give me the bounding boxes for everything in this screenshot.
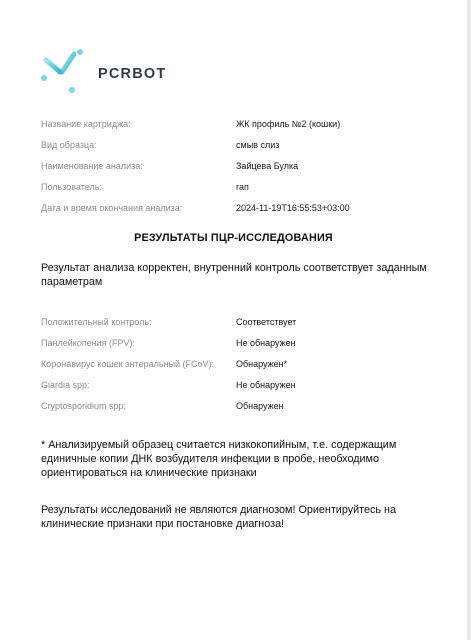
result-value: Не обнаружен [236, 380, 296, 390]
result-value: Обнаружен* [236, 359, 288, 369]
result-value: Обнаружен [236, 401, 284, 411]
info-value: Зайцева Булка [236, 161, 299, 171]
info-label: Наименование анализа: [41, 161, 143, 171]
results-title: РЕЗУЛЬТАТЫ ПЦР-ИССЛЕДОВАНИЯ [134, 232, 333, 244]
brand-name: PCRBOT [98, 66, 167, 82]
info-value: ЖК профиль №2 (кошки) [236, 119, 341, 129]
result-label: Коронавирус кошек энтеральный (FCoV): [41, 359, 215, 369]
result-label: Положительный контроль: [41, 317, 152, 327]
result-label: Cryptosporidium spp: [41, 401, 127, 411]
result-value: Соответствует [236, 317, 297, 327]
info-label: Дата и время окончания анализа: [41, 203, 183, 213]
info-label: Пользователь: [41, 182, 102, 192]
info-label: Название картриджа: [41, 119, 131, 129]
info-label: Вид образца: [41, 140, 97, 150]
result-value: Не обнаружен [236, 338, 296, 348]
info-value: 2024-11-19T16:55:53+03:00 [236, 203, 350, 213]
pcrbot-logo-icon [38, 48, 88, 100]
summary-text: Результат анализа корректен, внутренний контроль соответствует заданным параметрам [41, 262, 427, 288]
result-label: Панлейкопения (FPV): [41, 338, 136, 348]
disclaimer-text: Результаты исследований не являются диагнозом! Ориентируйтесь на клинические признаки при постановке диагноза! [41, 504, 396, 530]
info-value: смыв слиз [236, 140, 280, 150]
pcrbot-logo [38, 48, 166, 100]
result-label: Giardia spp: [41, 380, 90, 390]
footnote-text: * Анализируемый образец считается низкокопийным, т.е. содержащим единичные копии ДНК возбудителя инфекции в пробе, необходимо ориентироваться на клинические признаки [41, 439, 397, 479]
info-value: rап [236, 182, 249, 192]
